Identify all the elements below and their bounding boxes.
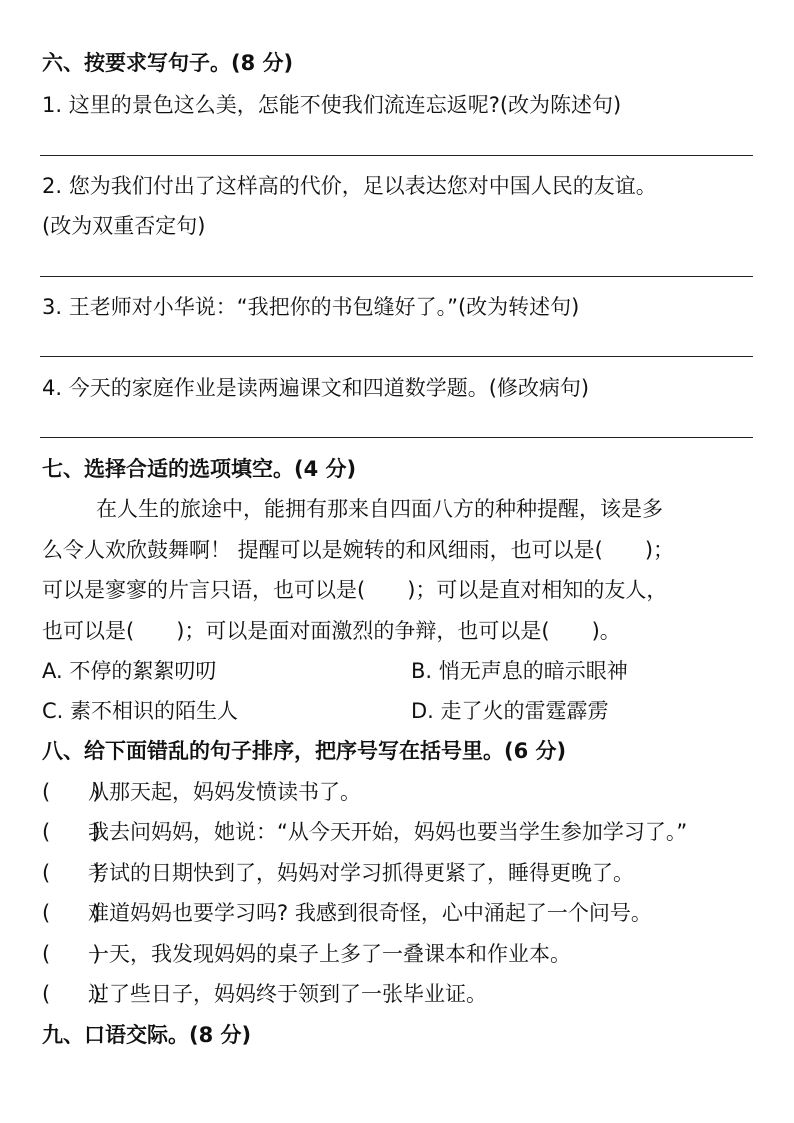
sentence-item — [42, 899, 652, 927]
option-d: D. 走了火的雷霆霹雳 — [411, 699, 609, 723]
sentence-item — [42, 940, 571, 968]
question-4: 4. 今天的家庭作业是读两遍课文和四道数学题。(修改病句) — [42, 376, 590, 400]
paragraph-line-4: 也可以是( )；可以是面对面激烈的争辩，也可以是( )。 — [42, 619, 621, 643]
paragraph-line-3: 可以是寥寥的片言只语，也可以是( )；可以是直对相知的友人， — [42, 578, 668, 602]
question-3: 3. 王老师对小华说：“我把你的书包缝好了。”(改为转述句) — [42, 295, 580, 319]
question-1: 1. 这里的景色这么美，怎能不使我们流连忘返呢?(改为陈述句) — [42, 93, 622, 117]
answer-line-2 — [40, 276, 753, 277]
sentence-item — [42, 859, 634, 887]
answer-bracket[interactable]: ( ) — [42, 982, 101, 1006]
answer-line-4 — [40, 437, 753, 438]
answer-bracket[interactable]: ( ) — [42, 820, 101, 844]
section-6-heading: 六、按要求写句子。(8 分) — [42, 51, 294, 75]
sentence-text: 一天，我发现妈妈的桌子上多了一叠课本和作业本。 — [88, 942, 571, 966]
answer-bracket[interactable]: ( ) — [42, 861, 101, 885]
answer-line-1 — [40, 155, 753, 156]
sentence-text: 考试的日期快到了，妈妈对学习抓得更紧了，睡得更晚了。 — [88, 861, 634, 885]
option-b: B. 悄无声息的暗示眼神 — [411, 659, 628, 683]
option-a: A. 不停的絮絮叨叨 — [42, 659, 217, 683]
sentence-text: 从那天起，妈妈发愤读书了。 — [88, 780, 361, 804]
section-7-heading: 七、选择合适的选项填空。(4 分) — [42, 457, 357, 481]
sentence-text: 我去问妈妈，她说：“从今天开始，妈妈也要当学生参加学习了。” — [88, 820, 688, 844]
question-2-line-1: 2. 您为我们付出了这样高的代价，足以表达您对中国人民的友谊。 — [42, 174, 657, 198]
answer-bracket[interactable]: ( ) — [42, 780, 101, 804]
answer-bracket[interactable]: ( ) — [42, 942, 101, 966]
option-c: C. 素不相识的陌生人 — [42, 699, 239, 723]
paragraph-line-1: 在人生的旅途中，能拥有那来自四面八方的种种提醒，该是多 — [96, 497, 663, 521]
sentence-text: 难道妈妈也要学习吗? 我感到很奇怪，心中涌起了一个问号。 — [88, 901, 652, 925]
sentence-item — [42, 980, 487, 1008]
section-8-heading: 八、给下面错乱的句子排序，把序号写在括号里。(6 分) — [42, 739, 567, 763]
paragraph-line-2: 么令人欢欣鼓舞啊！ 提醒可以是婉转的和风细雨，也可以是( )； — [42, 538, 675, 562]
question-2-line-2: (改为双重否定句) — [42, 214, 206, 238]
answer-line-3 — [40, 356, 753, 357]
sentence-item — [42, 818, 687, 846]
section-9-heading: 九、口语交际。(8 分) — [42, 1023, 252, 1047]
sentence-item — [42, 778, 361, 806]
answer-bracket[interactable]: ( ) — [42, 901, 101, 925]
sentence-text: 过了些日子，妈妈终于领到了一张毕业证。 — [88, 982, 487, 1006]
